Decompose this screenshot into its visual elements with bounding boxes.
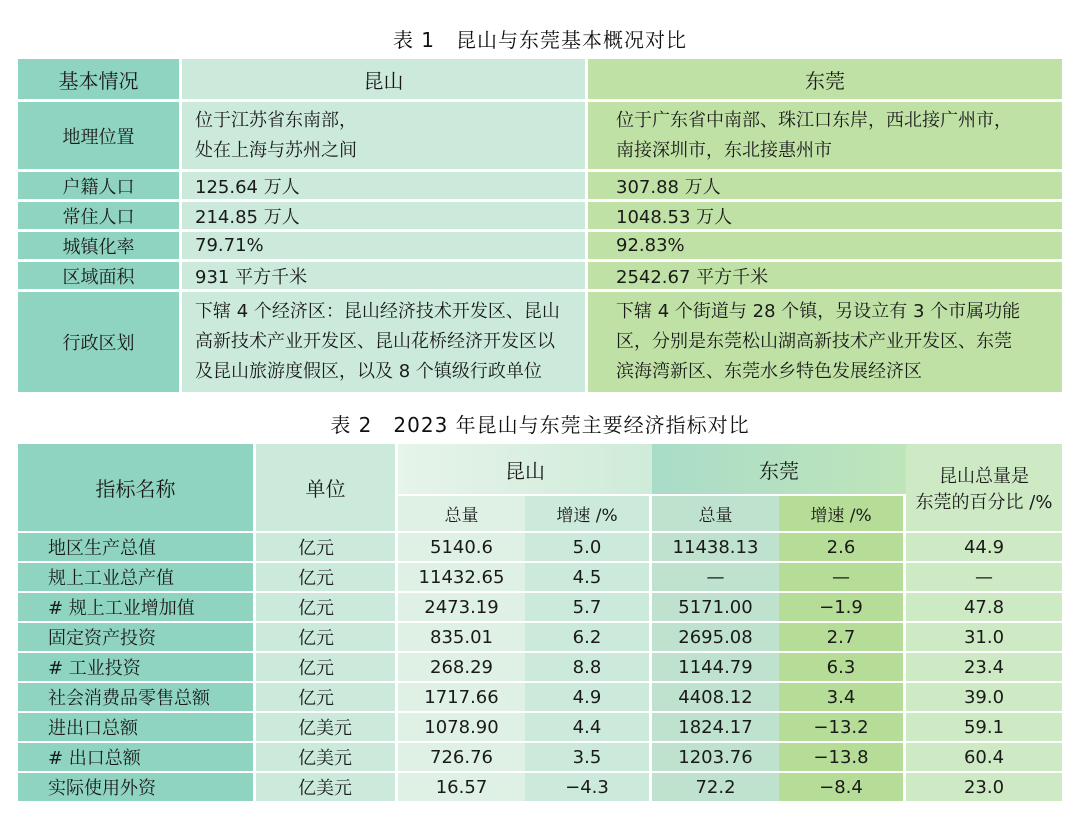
dongguan-cell — [588, 102, 1062, 172]
table2-caption: 表 2 2023 年昆山与东莞主要经济指标对比 — [330, 413, 750, 437]
table1-row — [18, 172, 1062, 202]
header-basic-info: 基本情况 — [18, 59, 182, 102]
kunshan-cell — [182, 292, 588, 395]
dongguan-total: 11438.13 — [652, 533, 779, 563]
dongguan-line: 位于广东省中南部、珠江口东岸，西北接广州市， — [616, 109, 1012, 131]
dongguan-growth: −8.4 — [779, 773, 906, 803]
table1-header-row — [18, 59, 1062, 102]
dongguan-cell — [588, 292, 1062, 395]
table1-row — [18, 202, 1062, 232]
kunshan-growth: 5.7 — [525, 593, 652, 623]
kunshan-line: 位于江苏省东南部， — [195, 109, 357, 131]
kunshan-line: 931 平方千米 — [195, 266, 308, 288]
kunshan-growth: 4.9 — [525, 683, 652, 713]
unit: 亿美元 — [256, 773, 398, 803]
header-ratio — [906, 444, 1062, 533]
table2-row — [18, 743, 1062, 773]
header-kunshan-growth: 增速 /% — [525, 496, 652, 533]
kunshan-growth: −4.3 — [525, 773, 652, 803]
indicator-name: 社会消费品零售总额 — [18, 683, 256, 713]
dongguan-growth: 2.7 — [779, 623, 906, 653]
header-dongguan-total: 总量 — [652, 496, 779, 533]
header-kunshan-group: 昆山 — [398, 444, 652, 496]
unit: 亿美元 — [256, 743, 398, 773]
unit: 亿元 — [256, 653, 398, 683]
kunshan-line: 214.85 万人 — [195, 206, 300, 228]
kunshan-total: 835.01 — [398, 623, 525, 653]
indicator-name: # 出口总额 — [18, 743, 256, 773]
kunshan-line: 及昆山旅游度假区，以及 8 个镇级行政单位 — [195, 361, 542, 382]
kunshan-total: 2473.19 — [398, 593, 525, 623]
unit: 亿元 — [256, 683, 398, 713]
unit: 亿元 — [256, 593, 398, 623]
table2-row — [18, 623, 1062, 653]
dongguan-growth: 6.3 — [779, 653, 906, 683]
dongguan-total: 1144.79 — [652, 653, 779, 683]
dongguan-cell — [588, 262, 1062, 292]
table2-row — [18, 713, 1062, 743]
indicator-name: 进出口总额 — [18, 713, 256, 743]
ratio-value: 23.0 — [906, 773, 1062, 803]
dongguan-line: 滨海湾新区、东莞水乡特色发展经济区 — [616, 361, 922, 382]
table2-row — [18, 683, 1062, 713]
kunshan-cell — [182, 232, 588, 262]
unit: 亿元 — [256, 623, 398, 653]
indicator-name: # 工业投资 — [18, 653, 256, 683]
dongguan-line: 307.88 万人 — [616, 176, 721, 198]
table1-row — [18, 102, 1062, 172]
ratio-value: — — [906, 563, 1062, 593]
kunshan-total: 1078.90 — [398, 713, 525, 743]
ratio-value: 59.1 — [906, 713, 1062, 743]
row-label: 城镇化率 — [18, 232, 182, 262]
dongguan-growth: −13.2 — [779, 713, 906, 743]
kunshan-total: 726.76 — [398, 743, 525, 773]
dongguan-growth: 3.4 — [779, 683, 906, 713]
header-dongguan: 东莞 — [588, 59, 1062, 102]
kunshan-line: 下辖 4 个经济区：昆山经济技术开发区、昆山 — [195, 301, 560, 322]
table2-body — [18, 533, 1062, 803]
kunshan-total: 1717.66 — [398, 683, 525, 713]
kunshan-growth: 3.5 — [525, 743, 652, 773]
table1-row — [18, 292, 1062, 395]
table2-row — [18, 533, 1062, 563]
header-dongguan-growth: 增速 /% — [779, 496, 906, 533]
dongguan-line: 区，分别是东莞松山湖高新技术产业开发区、东莞 — [616, 331, 1012, 352]
unit: 亿元 — [256, 563, 398, 593]
indicator-name: # 规上工业增加值 — [18, 593, 256, 623]
kunshan-line: 高新技术产业开发区、昆山花桥经济开发区以 — [195, 331, 555, 352]
ratio-value: 60.4 — [906, 743, 1062, 773]
dongguan-cell — [588, 172, 1062, 202]
header-indicator: 指标名称 — [18, 444, 256, 533]
row-label: 常住人口 — [18, 202, 182, 232]
kunshan-growth: 8.8 — [525, 653, 652, 683]
unit: 亿美元 — [256, 713, 398, 743]
indicator-name: 实际使用外资 — [18, 773, 256, 803]
header-ratio-line2: 东莞的百分比 /% — [915, 491, 1053, 513]
kunshan-cell — [182, 172, 588, 202]
table2-header-row-1 — [18, 444, 1062, 496]
kunshan-line: 125.64 万人 — [195, 176, 300, 198]
kunshan-growth: 5.0 — [525, 533, 652, 563]
kunshan-growth: 4.4 — [525, 713, 652, 743]
dongguan-total: — — [652, 563, 779, 593]
kunshan-growth: 4.5 — [525, 563, 652, 593]
dongguan-cell — [588, 232, 1062, 262]
kunshan-cell — [182, 262, 588, 292]
indicator-name: 固定资产投资 — [18, 623, 256, 653]
dongguan-line: 2542.67 平方千米 — [616, 266, 769, 288]
dongguan-line: 南接深圳市，东北接惠州市 — [616, 139, 832, 161]
dongguan-growth: −1.9 — [779, 593, 906, 623]
header-ratio-line1: 昆山总量是 — [939, 465, 1029, 487]
indicator-name: 规上工业总产值 — [18, 563, 256, 593]
ratio-value: 39.0 — [906, 683, 1062, 713]
table1-row — [18, 262, 1062, 292]
kunshan-growth: 6.2 — [525, 623, 652, 653]
ratio-value: 31.0 — [906, 623, 1062, 653]
ratio-value: 47.8 — [906, 593, 1062, 623]
unit: 亿元 — [256, 533, 398, 563]
table2-row — [18, 653, 1062, 683]
dongguan-total: 4408.12 — [652, 683, 779, 713]
basic-profile-table — [18, 59, 1062, 395]
kunshan-total: 268.29 — [398, 653, 525, 683]
dongguan-total: 1824.17 — [652, 713, 779, 743]
dongguan-growth: 2.6 — [779, 533, 906, 563]
dongguan-total: 1203.76 — [652, 743, 779, 773]
row-label: 区域面积 — [18, 262, 182, 292]
table1-body — [18, 102, 1062, 395]
dongguan-total: 2695.08 — [652, 623, 779, 653]
economic-indicators-table — [18, 444, 1062, 803]
dongguan-line: 下辖 4 个街道与 28 个镇，另设立有 3 个市属功能 — [616, 301, 1021, 322]
table2-row — [18, 593, 1062, 623]
kunshan-cell — [182, 202, 588, 232]
dongguan-growth: −13.8 — [779, 743, 906, 773]
dongguan-line: 1048.53 万人 — [616, 206, 733, 228]
dongguan-growth: — — [779, 563, 906, 593]
row-label: 行政区划 — [18, 292, 182, 395]
table1-caption: 表 1 昆山与东莞基本概况对比 — [392, 28, 688, 52]
dongguan-total: 5171.00 — [652, 593, 779, 623]
table2-row — [18, 563, 1062, 593]
kunshan-total: 16.57 — [398, 773, 525, 803]
kunshan-total: 11432.65 — [398, 563, 525, 593]
table2-row — [18, 773, 1062, 803]
kunshan-total: 5140.6 — [398, 533, 525, 563]
kunshan-line: 处在上海与苏州之间 — [195, 139, 357, 161]
dongguan-total: 72.2 — [652, 773, 779, 803]
indicator-name: 地区生产总值 — [18, 533, 256, 563]
kunshan-line: 79.71% — [195, 235, 264, 256]
ratio-value: 44.9 — [906, 533, 1062, 563]
kunshan-cell — [182, 102, 588, 172]
dongguan-line: 92.83% — [616, 235, 685, 256]
header-kunshan: 昆山 — [182, 59, 588, 102]
header-dongguan-group: 东莞 — [652, 444, 906, 496]
header-unit: 单位 — [256, 444, 398, 533]
header-kunshan-total: 总量 — [398, 496, 525, 533]
row-label: 户籍人口 — [18, 172, 182, 202]
row-label: 地理位置 — [18, 102, 182, 172]
ratio-value: 23.4 — [906, 653, 1062, 683]
dongguan-cell — [588, 202, 1062, 232]
table1-row — [18, 232, 1062, 262]
